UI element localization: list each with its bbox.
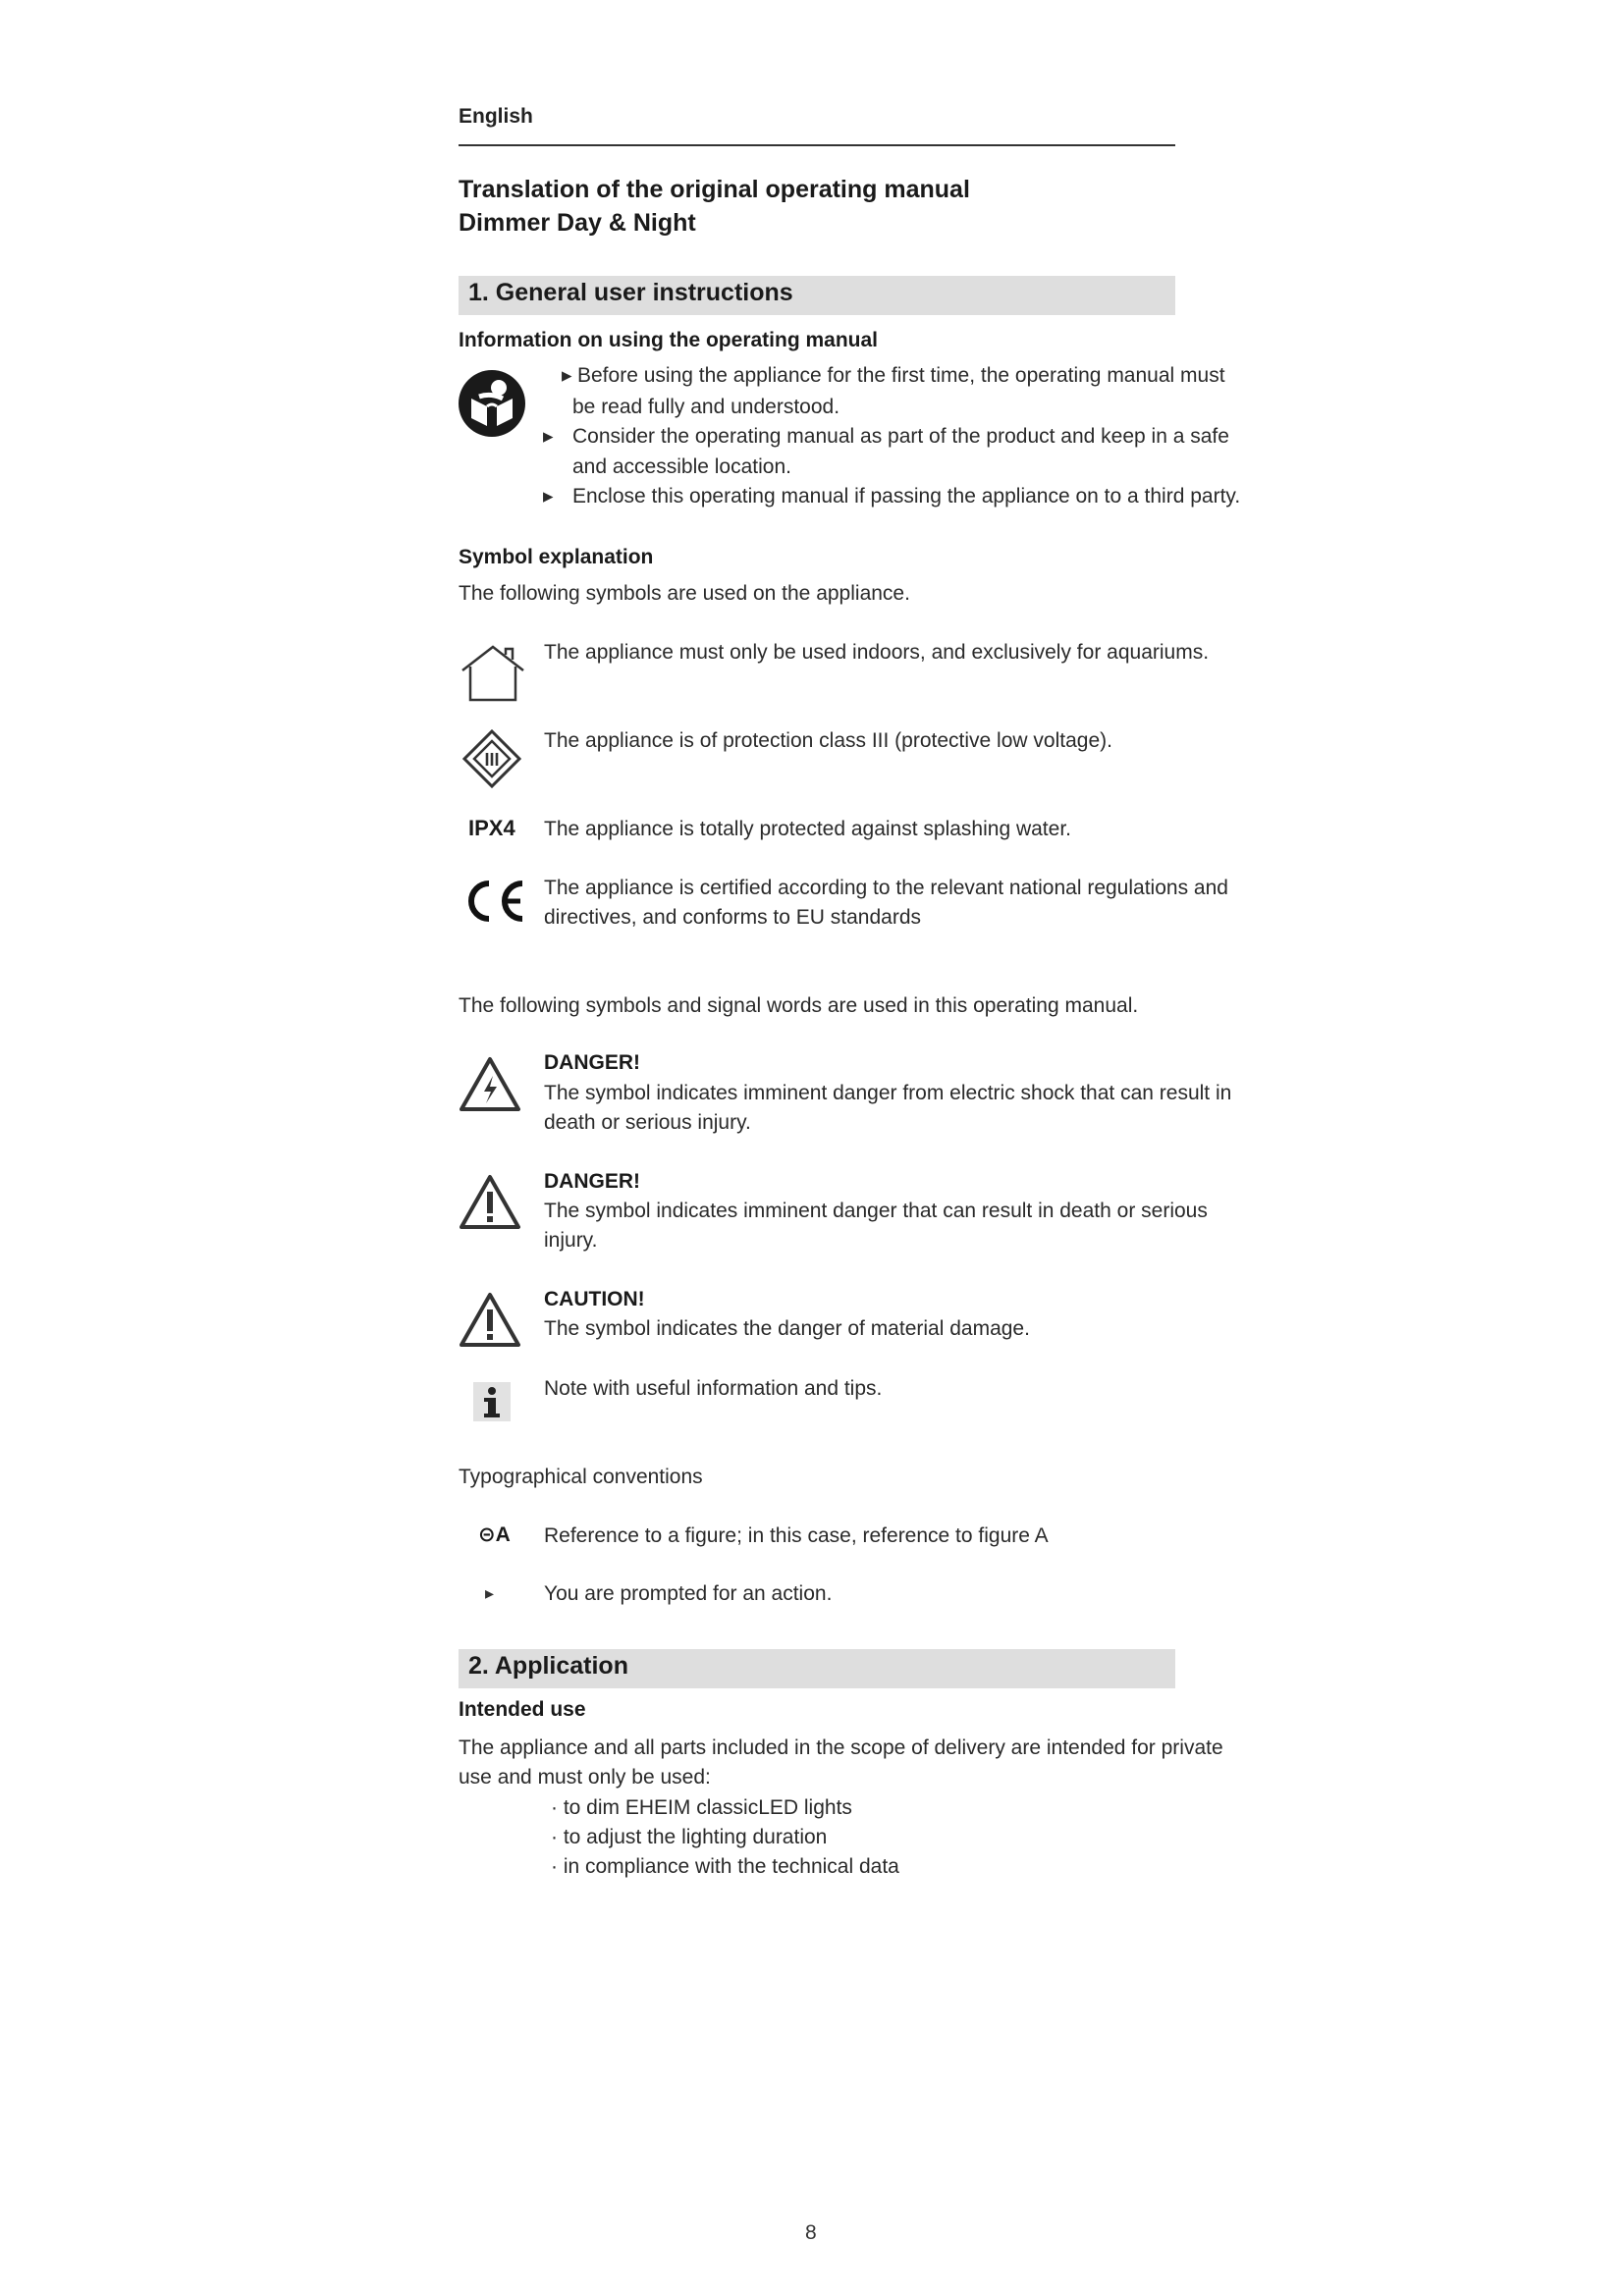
info-bullet-2-line2: and accessible location. <box>572 455 791 478</box>
intended-use-line2: use and must only be used: <box>459 1766 711 1789</box>
info-subheading: Information on using the operating manual <box>459 329 879 351</box>
info-bullet-3: Enclose this operating manual if passing the appliance on to a third party. <box>572 485 1241 507</box>
section-2-header <box>459 1649 1175 1688</box>
use-item-3: · in compliance with the technical data <box>551 1855 899 1878</box>
section-1-header <box>459 276 1175 315</box>
symbol-ipx4-text: The appliance is totally protected against splashing water. <box>544 818 1071 840</box>
info-bullet-2-line1: Consider the operating manual as part of the product and keep in a safe <box>572 425 1229 448</box>
danger-2-line1: The symbol indicates imminent danger that can result in death or serious <box>544 1200 1208 1222</box>
bullet-arrow-icon: ▸ <box>543 425 554 448</box>
symbols-intro: The following symbols are used on the appliance. <box>459 582 910 605</box>
product-name: Dimmer Day & Night <box>459 209 696 237</box>
danger-warning-icon <box>459 1174 521 1231</box>
caution-warning-icon <box>459 1292 521 1349</box>
figure-reference-label: ⊝A <box>478 1523 511 1546</box>
bullet-arrow-icon: ▸ <box>543 485 554 507</box>
symbol-protection-text: The appliance is of protection class III (protective low voltage). <box>544 729 1112 752</box>
intended-use-subheading: Intended use <box>459 1698 586 1721</box>
header-rule <box>459 144 1175 146</box>
action-prompt-text: You are prompted for an action. <box>544 1582 833 1605</box>
electric-shock-warning-icon <box>459 1056 521 1113</box>
caution-line1: The symbol indicates the danger of material damage. <box>544 1317 1030 1340</box>
section-1-title: 1. General user instructions <box>468 279 793 306</box>
symbol-indoor-text: The appliance must only be used indoors, and exclusively for aquariums. <box>544 641 1210 664</box>
use-item-1: · to dim EHEIM classicLED lights <box>551 1796 852 1819</box>
ce-mark-icon <box>461 878 526 925</box>
manual-symbols-intro: The following symbols and signal words are used in this operating manual. <box>459 994 1139 1017</box>
symbol-ce-line1: The appliance is certified according to the relevant national regulations and <box>544 877 1228 899</box>
ipx4-label: IPX4 <box>468 816 515 840</box>
info-bullet-1-line1: Before using the appliance for the first time, the operating manual must <box>577 364 1225 387</box>
symbols-subheading: Symbol explanation <box>459 546 654 568</box>
signal-word-caution: CAUTION! <box>544 1288 645 1310</box>
house-icon <box>459 643 527 704</box>
document-title: Translation of the original operating manual <box>459 176 970 203</box>
figure-reference-text: Reference to a figure; in this case, reference to figure A <box>544 1524 1049 1547</box>
danger-2-line2: injury. <box>544 1229 598 1252</box>
action-arrow-icon: ▸ <box>485 1583 495 1603</box>
page-number: 8 <box>805 2221 817 2244</box>
section-2-title: 2. Application <box>468 1652 628 1680</box>
bullet-arrow-icon: ▸ <box>562 364 572 387</box>
read-manual-icon <box>458 369 526 438</box>
signal-word-danger-1: DANGER! <box>544 1051 640 1074</box>
signal-word-danger-2: DANGER! <box>544 1170 640 1193</box>
danger-1-line2: death or serious injury. <box>544 1111 751 1134</box>
protection-class-iii-icon <box>462 729 521 788</box>
language-label: English <box>459 105 533 128</box>
info-note-text: Note with useful information and tips. <box>544 1377 883 1400</box>
info-bullet-1-line2: be read fully and understood. <box>572 396 840 418</box>
typographical-conventions-heading: Typographical conventions <box>459 1466 703 1488</box>
use-item-2: · to adjust the lighting duration <box>551 1826 828 1848</box>
info-icon <box>473 1382 511 1421</box>
svg-text:III: III <box>484 750 500 770</box>
symbol-ce-line2: directives, and conforms to EU standards <box>544 906 922 929</box>
danger-1-line1: The symbol indicates imminent danger from electric shock that can result in <box>544 1082 1232 1104</box>
intended-use-line1: The appliance and all parts included in the scope of delivery are intended for private <box>459 1736 1223 1759</box>
